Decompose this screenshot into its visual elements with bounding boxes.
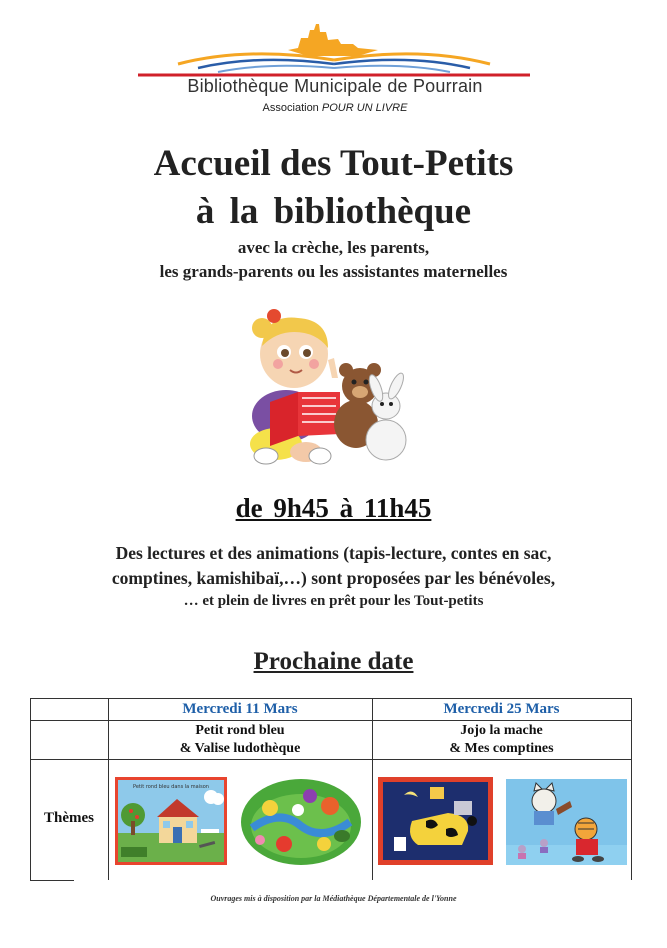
title-line-1: Accueil des Tout-Petits — [153, 143, 514, 184]
table-border-top — [30, 698, 631, 699]
theme-line: Petit rond bleu — [195, 723, 285, 738]
theme-line: & Mes comptines — [449, 741, 554, 756]
book-cover-mes-comptines — [506, 779, 627, 865]
library-logo — [138, 20, 530, 80]
theme-line: & Valise ludothèque — [179, 741, 301, 756]
themes-label: Thèmes — [44, 810, 94, 826]
cover-caption: Petit rond bleu dans la maison — [133, 784, 209, 790]
association-name: POUR UN LIVRE — [321, 102, 408, 114]
book-cover-jojo-la-mache — [378, 777, 493, 865]
description-line-2: comptines, kamishibaï,…) sont proposées par les bénévoles, — [111, 568, 556, 588]
opening-hours: de 9h45 à 11h45 — [235, 493, 432, 523]
table-border-left — [30, 698, 31, 880]
theme-line: Jojo la mache — [460, 723, 543, 738]
session-theme — [372, 722, 631, 758]
session-date: Mercredi 25 Mars — [443, 701, 560, 717]
library-name: Bibliothèque Municipale de Pourrain — [187, 76, 483, 96]
table-border-right — [631, 698, 632, 880]
description-line-1: Des lectures et des animations (tapis-lecture, contes en sac, — [115, 543, 552, 563]
village-silhouette — [288, 24, 378, 56]
child-reading-illustration — [236, 306, 412, 468]
session-theme — [108, 722, 372, 758]
play-mat-valise — [240, 778, 362, 866]
table-border-bottom — [30, 880, 74, 881]
subtitle-line-1: avec la crèche, les parents, — [237, 238, 430, 257]
subtitle-line-2: les grands-parents ou les assistantes maternelles — [159, 262, 508, 281]
table-divider — [30, 759, 631, 760]
session-date: Mercredi 11 Mars — [182, 701, 298, 717]
association-prefix: Association — [262, 102, 319, 114]
description-line-3: … et plein de livres en prêt pour les Tout-petits — [183, 593, 484, 609]
footer-note: Ouvrages mis à disposition par la Médiathèque Départementale de l'Yonne — [210, 894, 457, 903]
title-line-2: à la bibliothèque — [195, 191, 472, 232]
association-line — [140, 102, 530, 114]
table-divider — [30, 720, 631, 721]
book-cover-petit-rond-bleu — [115, 777, 227, 865]
next-date-heading: Prochaine date — [253, 648, 414, 675]
